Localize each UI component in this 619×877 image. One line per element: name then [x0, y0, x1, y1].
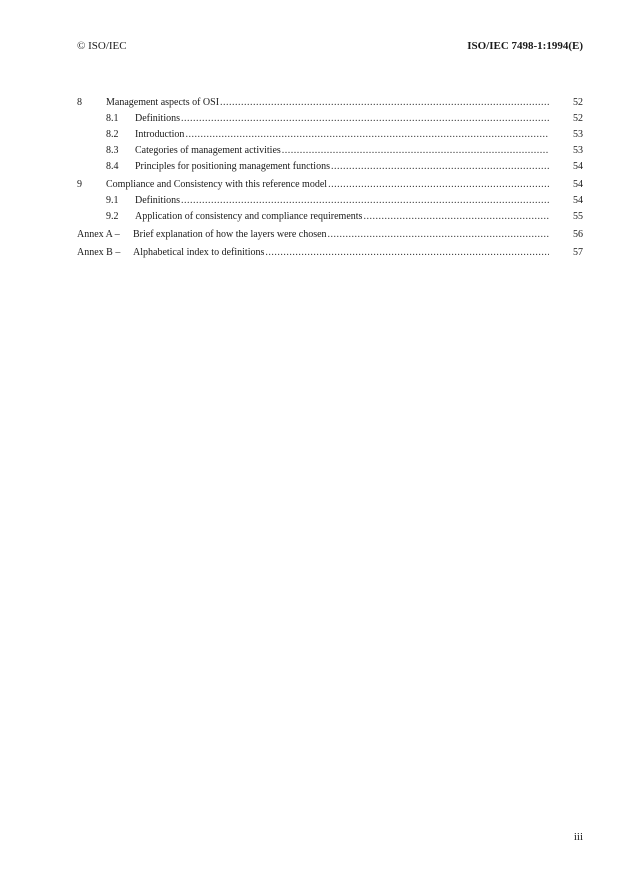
- dot-leader: [331, 159, 549, 175]
- toc-entry[interactable]: [0, 143, 619, 159]
- toc-entry-number: Annex B –: [77, 247, 121, 258]
- toc-entry-page: 55: [573, 211, 583, 222]
- toc-entry[interactable]: [0, 177, 619, 193]
- toc-entry-number: 9: [77, 179, 82, 190]
- toc-entry-title: Application of consistency and compliance requirements: [135, 211, 363, 222]
- dot-leader: [181, 193, 549, 209]
- toc-entry-number: 9.2: [106, 211, 119, 222]
- toc-entry-title: Definitions: [135, 113, 180, 124]
- toc-entry-annex[interactable]: [0, 245, 619, 261]
- toc-entry-number: 8.2: [106, 129, 119, 140]
- toc-entry-page: 57: [573, 247, 583, 258]
- toc-entry-page: 54: [573, 179, 583, 190]
- header-copyright: © ISO/IEC: [77, 40, 127, 52]
- toc-entry[interactable]: [0, 209, 619, 225]
- toc-entry-annex[interactable]: [0, 227, 619, 243]
- toc-entry-title: Categories of management activities: [135, 145, 281, 156]
- dot-leader: [185, 127, 549, 143]
- toc-entry[interactable]: [0, 127, 619, 143]
- table-of-contents: [0, 95, 619, 261]
- toc-entry-title: Alphabetical index to definitions: [133, 247, 265, 258]
- toc-entry[interactable]: [0, 159, 619, 175]
- toc-entry-title: Principles for positioning management functions: [135, 161, 330, 172]
- dot-leader: [363, 209, 549, 225]
- toc-entry[interactable]: [0, 193, 619, 209]
- toc-entry-title: Management aspects of OSI: [106, 97, 220, 108]
- toc-entry-number: 8.4: [106, 161, 119, 172]
- toc-entry-number: 8.3: [106, 145, 119, 156]
- toc-entry-number: 8.1: [106, 113, 119, 124]
- dot-leader: [220, 95, 549, 111]
- page-number: iii: [573, 831, 583, 843]
- toc-entry-page: 54: [573, 161, 583, 172]
- dot-leader: [328, 227, 549, 243]
- toc-entry-title: Definitions: [135, 195, 180, 206]
- dot-leader: [282, 143, 549, 159]
- dot-leader: [265, 245, 549, 261]
- toc-entry-number: Annex A –: [77, 229, 120, 240]
- toc-entry-title: Brief explanation of how the layers were chosen: [133, 229, 327, 240]
- toc-entry-number: 9.1: [106, 195, 119, 206]
- toc-entry-page: 53: [573, 145, 583, 156]
- header-standard-number: ISO/IEC 7498-1:1994(E): [467, 40, 583, 52]
- dot-leader: [328, 177, 549, 193]
- toc-entry-page: 56: [573, 229, 583, 240]
- toc-entry-number: 8: [77, 97, 82, 108]
- toc-entry-page: 54: [573, 195, 583, 206]
- toc-entry[interactable]: [0, 95, 619, 111]
- dot-leader: [181, 111, 549, 127]
- toc-entry[interactable]: [0, 111, 619, 127]
- toc-entry-page: 53: [573, 129, 583, 140]
- toc-entry-page: 52: [573, 97, 583, 108]
- toc-entry-title: Compliance and Consistency with this reference model: [106, 179, 328, 190]
- toc-entry-title: Introduction: [135, 129, 185, 140]
- toc-entry-page: 52: [573, 113, 583, 124]
